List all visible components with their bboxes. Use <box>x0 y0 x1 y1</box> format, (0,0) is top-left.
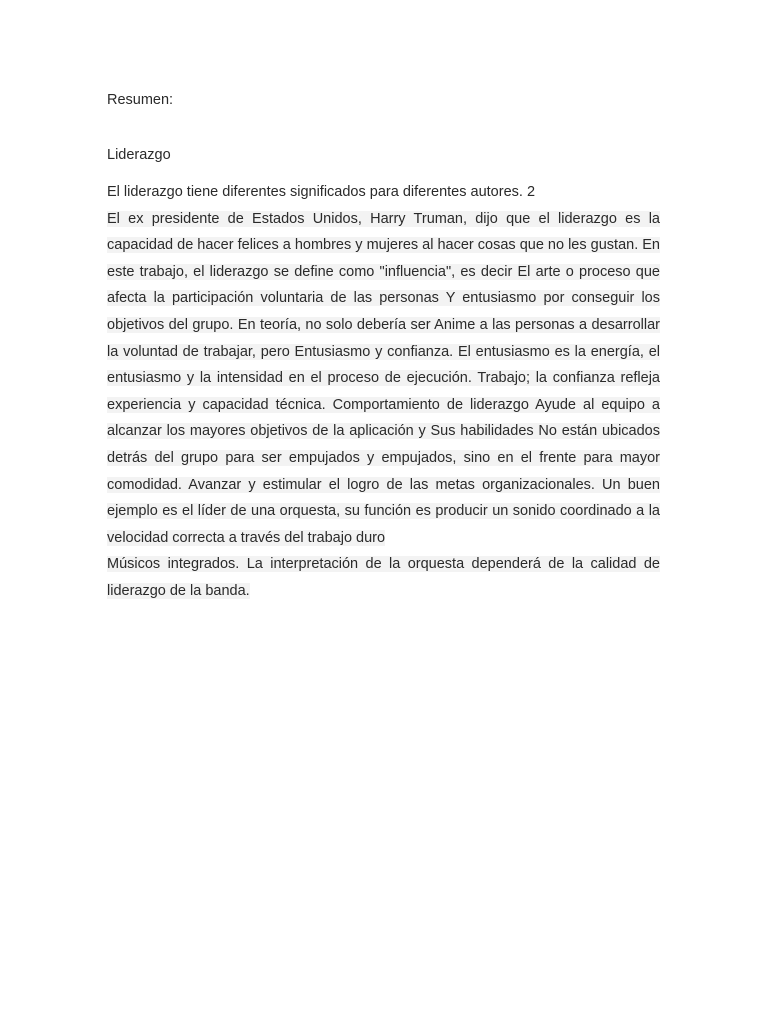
paragraph-2 <box>107 551 660 604</box>
paragraph-1-text: El ex presidente de Estados Unidos, Harry Truman, dijo que el liderazgo es la capacidad de hacer felices a hombres y mujeres al hacer cosas que no les gustan. En este trabajo, el liderazgo se define como "influencia", es decir El arte o proceso que afecta la participación voluntaria de las personas Y entusiasmo por conseguir los objetivos del grupo. En teoría, no solo debería ser Anime a las personas a desarrollar la voluntad de trabajar, pero Entusiasmo y confianza. El entusiasmo es la energía, el entusiasmo y la intensidad en el proceso de ejecución. Trabajo; la confianza refleja experiencia y capacidad técnica. Comportamiento de liderazgo Ayude al equipo a alcanzar los mayores objetivos de la aplicación y Sus habilidades No están ubicados detrás del grupo para ser empujados y empujados, sino en el frente para mayor comodidad. Avanzar y estimular el logro de las metas organizacionales. Un buen ejemplo es el líder de una orquesta, su función es producir un sonido coordinado a la velocidad correcta a través del trabajo duro <box>107 210 660 546</box>
paragraph-1 <box>107 206 660 552</box>
document-body <box>107 179 660 605</box>
summary-label: Resumen: <box>107 92 174 108</box>
intro-line: El liderazgo tiene diferentes significados para diferentes autores. 2 <box>107 184 536 200</box>
paragraph-2-text: Músicos integrados. La interpretación de la orquesta dependerá de la calidad de liderazgo de la banda. <box>107 556 660 599</box>
section-title: Liderazgo <box>107 147 171 163</box>
